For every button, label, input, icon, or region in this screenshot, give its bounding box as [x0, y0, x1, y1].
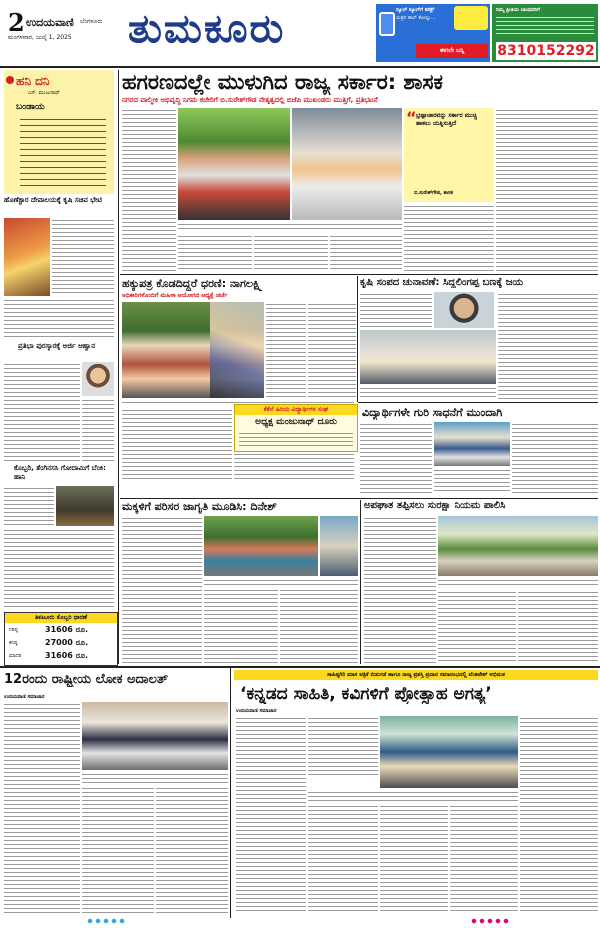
- main-story-col-4: [330, 234, 402, 272]
- story-8-text-c: [308, 804, 378, 914]
- poem-title: ಬಂಡಾಯ: [16, 102, 45, 112]
- story-7-byline: ಉದಯವಾಣಿ ಸಮಾಚಾರ: [4, 694, 45, 700]
- left-story-1-text-b: [4, 298, 114, 340]
- ad2-title: ನಿಮ್ಮ ಪ್ರೀತಿಯ ಬಾಂಧವರಿಗೆ: [496, 7, 540, 13]
- story-7-headline: 12ರಂದು ರಾಷ್ಟ್ರೀಯ ಲೋಕ ಅದಾಲತ್: [4, 672, 169, 687]
- flower-icon: [6, 76, 14, 84]
- story-6-caption: [438, 578, 598, 588]
- story-3-text-c: [512, 422, 598, 494]
- story-1-headline: ಹಕ್ಕುಪತ್ರ ಕೊಡದಿದ್ದರೆ ಧರಣಿ: ನಾಗಲಕ್ಷ್ಮಿ: [122, 277, 263, 290]
- story-7-photo: [82, 702, 228, 770]
- paper-name: ಉದಯವಾಣಿ: [26, 16, 74, 29]
- story-8-text: [236, 716, 306, 914]
- honey-dhani-box: [4, 70, 114, 194]
- story-8-text-e: [450, 804, 518, 914]
- advertisement-1[interactable]: [376, 4, 490, 62]
- story-3-headline: ವಿದ್ಯಾರ್ಥಿಗಳೇ ಗುರಿ ಸಾಧನೆಗೆ ಮುಂದಾಗಿ: [362, 406, 503, 419]
- story-8-byline: ಉದಯವಾಣಿ ಸಮಾಚಾರ: [236, 708, 277, 714]
- bottom-divider: [230, 668, 231, 918]
- story-1-photo-2: [210, 302, 264, 398]
- story-6-photo: [438, 516, 598, 576]
- portrait-photo: [82, 362, 114, 396]
- story-1-text-d: [234, 452, 354, 480]
- ad1-line2: ಮಿತ್ರನ ಕಾಲ್ ಕೋಲ್ಲು...: [396, 15, 436, 21]
- story-5-photo-2: [320, 516, 358, 576]
- story-5-text: [122, 516, 202, 664]
- honey-byline: ಎಸ್. ಮಂಜುನಾಥ್: [28, 90, 60, 96]
- quote-text: ಭ್ರಷ್ಟಾಚಾರವನ್ನು ಸರ್ಕಾರ ಮುಚ್ಚಿ ಹಾಕಲು ಯತ್ನಿಸುತ್ತಿದೆ: [416, 112, 477, 127]
- main-subheadline: ನಗರದ ವಾಲ್ಮೀಕಿ ಅಭಿವೃದ್ಧಿ ನಿಗಮ ಕಚೇರಿಗೆ ಬಿ.ಸುರೇಶ್‌ಗೌಡ ನೇತೃತ್ವದಲ್ಲಿ ಬಿಜೆಪಿ ಮುಖಂಡರು ಮುತ್ತಿಗೆ, ಪ್ರತಿಭಟನೆ: [122, 96, 378, 104]
- left-column-divider: [118, 70, 119, 664]
- story-7-text-b: [82, 786, 154, 914]
- story-4-box: [234, 404, 358, 452]
- registration-marks: [86, 918, 126, 924]
- price-box: [4, 612, 118, 666]
- ad1-line1: ಸ್ಕೂಲ್ ಸ್ಕೂಲ್‌ಗೆ ಕನೆಕ್ಟ್: [396, 7, 435, 13]
- story-5-photo: [204, 516, 318, 576]
- story-5-headline: ಮಕ್ಕಳಿಗೆ ಪರಿಸರ ಜಾಗೃತಿ ಮೂಡಿಸಿ: ದಿನೇಶ್: [122, 500, 277, 513]
- temple-photo: [4, 218, 50, 296]
- main-photo-caption: [178, 222, 402, 232]
- main-story-col-2: [178, 234, 252, 272]
- price-label-3: ಮಾದರಿ: [9, 653, 22, 659]
- left-story-2-text: [4, 362, 80, 462]
- story-8-headline: ‘ಕನ್ನಡದ ಸಾಹಿತಿ, ಕವಿಗಳಿಗೆ ಪ್ರೋತ್ಸಾಹ ಅಗತ್ಯ’: [240, 684, 492, 704]
- story-8-text-f: [520, 716, 598, 914]
- story-4-headline: ಅಧ್ಯಕ್ಷ ಮಂಜುನಾಥ್ ದೂರು: [255, 417, 337, 427]
- story-5-text-c: [280, 588, 358, 664]
- main-story-col-3: [254, 234, 328, 272]
- advertisement-2[interactable]: [492, 4, 598, 62]
- story-5-caption: [204, 578, 358, 586]
- poem-text: [20, 116, 106, 188]
- price-label-2: ಕನಿಷ್ಠ: [9, 640, 18, 646]
- price-title: ತಿಪಟೂರು ಕೊಬ್ಬರಿ ಧಾರಣೆ: [5, 613, 117, 623]
- page-number: 2: [8, 8, 25, 37]
- price-value-2: 27000 ರೂ.: [45, 638, 88, 647]
- main-story-col-5: [404, 204, 494, 272]
- story-2-portrait: [434, 292, 494, 328]
- story-7-text: [4, 702, 80, 914]
- mid-rule: [120, 498, 598, 499]
- story-6-divider: [360, 500, 361, 664]
- left-story-2-text-b: [82, 398, 114, 462]
- story-2-rule: [358, 402, 598, 403]
- ad1-badge: [454, 6, 488, 30]
- honey-logo: ಹನಿ ದನಿ: [16, 74, 50, 88]
- quote-box: [404, 108, 494, 202]
- story-3-text-b: [434, 468, 510, 494]
- story-1-text: [266, 302, 306, 398]
- date-line: ಮಂಗಳವಾರ, ಜುಲೈ 1, 2025: [8, 34, 72, 41]
- story-1-text-c: [122, 408, 232, 480]
- story-1-subheadline: ಅಧಿಕಾರಿಗಳೊಂದಿಗೆ ಮಹಿಳಾ ಆಯೋಗದ ಅಧ್ಯಕ್ಷೆ ಚರ್ಚೆ: [122, 292, 228, 299]
- story-6-text-c: [518, 590, 598, 664]
- lower-rule: [0, 666, 600, 668]
- story-8-text-d: [380, 804, 448, 914]
- district-title: ತುಮಕೂರು: [128, 6, 286, 52]
- main-headline: ಹಗರಣದಲ್ಲೇ ಮುಳುಗಿದ ರಾಜ್ಯ ಸರ್ಕಾರ: ಶಾಸಕ: [122, 70, 443, 94]
- story-2-text-b: [498, 292, 598, 400]
- ad2-phone[interactable]: 8310152292: [497, 43, 595, 59]
- story-2-headline: ಕೃಷಿ ಸಂಪದ ಚುನಾವಣೆ: ಸಿದ್ದಲಿಂಗಪ್ಪ ಬಣಕ್ಕೆ ಜಯ: [360, 277, 524, 288]
- left-headline-2: ಪ್ರತಿಭಾ ಪುರಸ್ಕಾರಕ್ಕೆ ಅರ್ಜಿ ಆಹ್ವಾನ: [18, 342, 96, 350]
- story-2-photo: [360, 330, 496, 384]
- story-7-text-c: [156, 786, 228, 914]
- story-1-text-b: [308, 302, 356, 398]
- story-2-text: [360, 292, 432, 328]
- story-3-photo: [434, 422, 510, 466]
- edition-label: ಬೆಂಗಳೂರು: [80, 18, 103, 25]
- story-8-photo: [380, 716, 518, 788]
- story-8-text-b: [308, 716, 378, 776]
- quote-author: ಬಿ.ಸುರೇಶ್‌ಗೌಡ, ಶಾಸಕ: [414, 190, 453, 196]
- quote-mark-icon: “: [406, 108, 417, 127]
- registration-marks-2: [470, 918, 510, 924]
- lead-rule: [120, 274, 598, 275]
- story-7-caption: [82, 772, 228, 784]
- story-8-caption: [308, 790, 518, 802]
- phone-icon: [379, 12, 395, 36]
- ad2-body-lines: [496, 15, 594, 35]
- left-headline-1: ಹೊಣೆಕ್ಟಾರ ದೇವಾಲಯಕ್ಕೆ ಕೃಷಿ ಸಚಿವ ಭೇಟಿ: [4, 196, 102, 204]
- story-6-text: [364, 516, 436, 664]
- masthead-rule: [0, 66, 600, 68]
- price-value-1: 31606 ರೂ.: [45, 625, 88, 634]
- main-story-col-6: [496, 108, 598, 272]
- story-2-divider: [357, 276, 358, 402]
- left-story-3-text-b: [4, 528, 114, 610]
- left-story-3-text: [4, 486, 54, 526]
- masthead: [0, 0, 600, 68]
- fire-photo: [56, 486, 114, 526]
- price-label-1: ಗರಿಷ್ಠ: [9, 627, 18, 633]
- left-story-1-text: [52, 218, 114, 296]
- story-6-text-b: [438, 590, 516, 664]
- main-photo-1: [178, 108, 290, 220]
- story-2-caption: [360, 386, 496, 400]
- ad1-cta: ಈಗಲೇ ಬನ್ನಿ: [416, 44, 488, 58]
- main-photo-2: [292, 108, 402, 220]
- story-4-kicker: ಕೆಕೆಲೆ ಹಿರಿಯ ವಿದ್ಯಾರ್ಥಿಗಳ ಸಂಘ: [235, 405, 357, 415]
- main-story-col-1: [122, 108, 176, 272]
- story-6-headline: ಅಪಘಾತ ತಪ್ಪಿಸಲು ಸುರಕ್ಷಾ ನಿಯಮ ಪಾಲಿಸಿ: [364, 500, 506, 511]
- price-value-3: 31606 ರೂ.: [45, 651, 88, 660]
- story-3-text: [360, 422, 432, 494]
- left-headline-3: ಕೊಬ್ಬರಿ, ತೆಂಗಿನಸಸಿ ಗೋದಾಮಿಗೆ ಬೆಂಕಿ: ಹಾನಿ: [14, 464, 106, 481]
- story-5-text-b: [204, 588, 278, 664]
- story-8-kicker: ಸಾಹಿತ್ಯಗಿರಿ ಮಾಸ ಪತ್ರಿಕೆ ಬಿಡುಗಡೆ ಹಾಗೂ ರಾಜ್ಯ ಪ್ರಶಸ್ತಿ ಪ್ರದಾನ ಸಮಾರಂಭದಲ್ಲಿ ವೆಂಕಟೇಶ್ ಅಭಿಮತ: [234, 670, 598, 680]
- story-4-text: [239, 431, 353, 449]
